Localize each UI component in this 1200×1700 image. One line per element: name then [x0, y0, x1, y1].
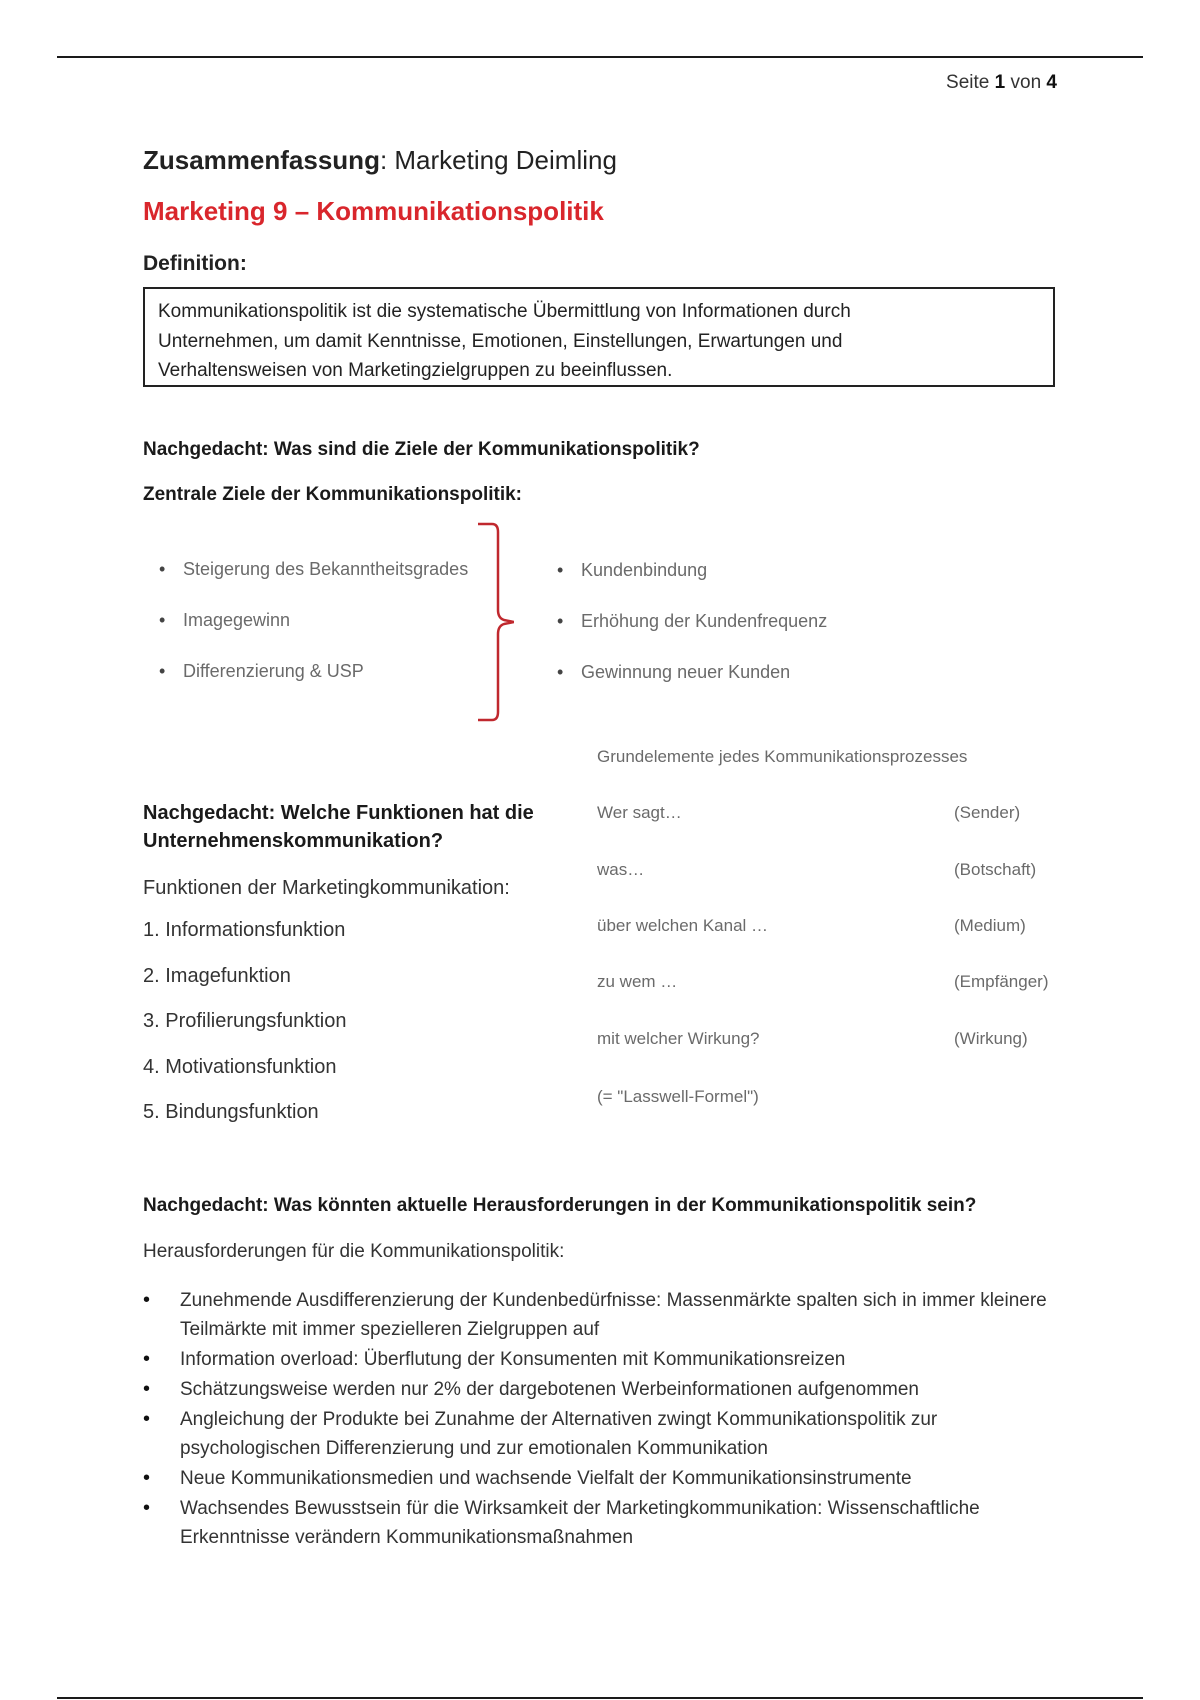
definition-line: Kommunikationspolitik ist die systematische Übermittlung von Informationen durch [158, 301, 851, 322]
list-item: • Imagegewinn [159, 610, 468, 661]
list-item: • Gewinnung neuer Kunden [557, 662, 827, 713]
herausforderungen-question: Nachgedacht: Was könnten aktuelle Herausforderungen in der Kommunikationspolitik sein? [143, 1195, 977, 1216]
lasswell-left: über welchen Kanal … [597, 916, 769, 935]
list-item: • Steigerung des Bekanntheitsgrades [159, 559, 468, 610]
herausforderungen-list [143, 1286, 1063, 1553]
definition-label: Definition: [143, 252, 247, 275]
lasswell-right: (Wirkung) [954, 1029, 1028, 1048]
page-current: 1 [994, 72, 1006, 93]
list-item: 5. Bindungsfunktion [143, 1101, 319, 1123]
herausforderungen-heading: Herausforderungen für die Kommunikationspolitik: [143, 1241, 565, 1262]
curly-brace [468, 522, 514, 722]
list-item: • Angleichung der Produkte bei Zunahme der Alternativen zwingt Kommunikationspolitik zur psychologischen Differenzierung und zur emotionalen Kommunikation [143, 1405, 1063, 1463]
lasswell-left: zu wem … [597, 972, 678, 991]
lasswell-note: (= "Lasswell-Formel") [597, 1087, 759, 1106]
definition-line: Unternehmen, um damit Kenntnisse, Emotionen, Einstellungen, Erwartungen und [158, 330, 843, 352]
lasswell-row [597, 972, 1057, 992]
definition-line: Verhaltensweisen von Marketingzielgruppen zu beeinflussen. [158, 360, 673, 381]
ziele-heading: Zentrale Ziele der Kommunikationspolitik: [143, 484, 523, 505]
list-item: 1. Informationsfunktion [143, 919, 346, 941]
list-item: 4. Motivationsfunktion [143, 1055, 337, 1078]
lasswell-row [597, 860, 1057, 880]
list-item: • Neue Kommunikationsmedien und wachsende Vielfalt der Kommunikationsinstrumente [143, 1464, 1063, 1493]
lasswell-row [597, 803, 1057, 823]
document-title [143, 145, 617, 176]
list-item: • Zunehmende Ausdifferenzierung der Kundenbedürfnisse: Massenmärkte spalten sich in immer kleinere Teilmärkte mit immer spezielleren Zielgruppen auf [143, 1286, 1063, 1344]
page-total: 4 [1046, 72, 1057, 93]
definition-box [143, 287, 1055, 387]
page-prefix: Seite [946, 72, 990, 93]
lasswell-left: was… [597, 860, 645, 879]
page-sep: von [1010, 72, 1042, 93]
list-item: • Information overload: Überflutung der Konsumenten mit Kommunikationsreizen [143, 1345, 1063, 1374]
ziele-left-list [159, 559, 468, 712]
lasswell-left: Wer sagt… [597, 803, 682, 822]
list-item: • Differenzierung & USP [159, 661, 468, 712]
page-number [946, 72, 1057, 94]
lasswell-right: (Empfänger) [954, 972, 1049, 991]
list-item: • Kundenbindung [557, 560, 827, 611]
lasswell-right: (Medium) [954, 916, 1026, 935]
ziele-right-list [557, 560, 827, 713]
list-item: • Wachsendes Bewusstsein für die Wirksamkeit der Marketingkommunikation: Wissenschaftliche Erkenntnisse verändern Kommunikationsmaßnahmen [143, 1494, 1063, 1552]
list-item: • Schätzungsweise werden nur 2% der dargebotenen Werbeinformationen aufgenommen [143, 1375, 1063, 1404]
chapter-title: Marketing 9 – Kommunikationspolitik [143, 196, 604, 226]
ziele-question: Nachgedacht: Was sind die Ziele der Kommunikationspolitik? [143, 439, 700, 460]
lasswell-left: mit welcher Wirkung? [597, 1029, 760, 1048]
top-rule [57, 56, 1143, 58]
document-title-rest: : Marketing Deimling [379, 145, 617, 175]
lasswell-right: (Sender) [954, 803, 1021, 822]
funktionen-heading: Funktionen der Marketingkommunikation: [143, 877, 510, 899]
lasswell-row [597, 1029, 1057, 1049]
funktionen-question: Nachgedacht: Welche Funktionen hat die Unternehmenskommunikation? [143, 802, 534, 852]
bottom-rule [57, 1697, 1143, 1699]
lasswell-title: Grundelemente jedes Kommunikationsprozesses [597, 747, 968, 766]
list-item: 2. Imagefunktion [143, 964, 291, 987]
lasswell-right: (Botschaft) [954, 860, 1037, 879]
list-item: 3. Profilierungsfunktion [143, 1010, 347, 1032]
document-title-bold: Zusammenfassung [143, 145, 380, 175]
list-item: • Erhöhung der Kundenfrequenz [557, 611, 827, 662]
lasswell-row [597, 916, 1057, 936]
funktionen-list [143, 919, 346, 1147]
